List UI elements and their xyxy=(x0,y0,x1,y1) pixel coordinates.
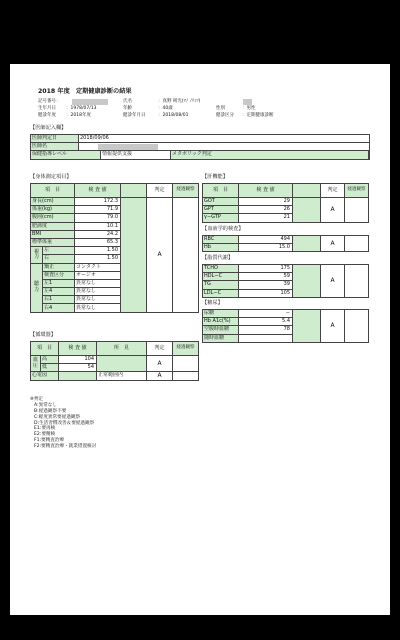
judge-date-label: 医師判定日 xyxy=(31,135,79,143)
legend-title: ※判定 xyxy=(30,397,44,402)
sugar-section-title: 【糖尿】 xyxy=(202,300,223,306)
body-header-judge: 判定 xyxy=(147,184,173,198)
liver-section-title: 【肝機能】 xyxy=(202,174,228,180)
bp-label: 血圧 xyxy=(31,356,41,372)
table-row: 身長(cm) 172.3 A xyxy=(31,198,199,206)
sugar-judge: A xyxy=(321,310,345,343)
table-row: 血圧 高 104 A xyxy=(31,356,199,364)
table-row: RBC 494 A xyxy=(203,236,369,244)
table-row: 肥満度 10.1 xyxy=(31,222,199,230)
age-label: 年齢 xyxy=(123,106,132,111)
blood-section-title: 【血液学的検査】 xyxy=(202,226,244,232)
circ-header-observe: 経過観察 xyxy=(173,342,199,356)
liver-table xyxy=(202,183,369,223)
body-header-value: 検 査 値 xyxy=(75,184,121,198)
exam-date-value: ：2018/08/01 xyxy=(158,113,189,118)
table-row: Hb 15.0 xyxy=(203,244,369,252)
circ-section-title: 【循環器】 xyxy=(30,332,56,338)
table-row: BMI 24.2 xyxy=(31,230,199,238)
legend-item: F2:要精査治療・就業措置検討 xyxy=(34,444,97,449)
judgement-legend xyxy=(30,397,96,450)
judge-date-value: 2018/09/06 xyxy=(79,135,370,143)
lipid-table xyxy=(202,264,369,298)
liver-header-judge: 判定 xyxy=(321,184,345,198)
vision-label: 視力 xyxy=(31,247,43,263)
legend-item: E1:要再検 xyxy=(34,426,56,432)
birth-label: 生年月日 xyxy=(38,106,56,111)
record-number-label: 記号番号： xyxy=(38,99,61,104)
table-row: 尿糖 − A xyxy=(203,310,369,318)
table-row: TCHO 175 A xyxy=(203,265,369,273)
year-value: ：2018年度 xyxy=(66,113,91,118)
sex-value: ：男性 xyxy=(242,106,256,111)
year-label: 健診年度 xyxy=(38,113,56,118)
report-title: 2018 年度 定期健康診断の結果 xyxy=(38,88,132,95)
ecg-label: 心電図 xyxy=(31,372,59,380)
exam-kind-label: 健診区分 xyxy=(216,113,234,118)
table-row: 視力 左 1.50 xyxy=(31,247,199,255)
liver-judge: A xyxy=(321,198,345,223)
health-report-page xyxy=(10,64,390,615)
table-row: 空腹時血糖 78 xyxy=(203,326,369,334)
name-value: ：真野 則光(ﾏﾉ ﾉﾘﾐﾂ) xyxy=(158,99,201,104)
lipid-section-title: 【脂質代謝】 xyxy=(202,255,234,261)
table-row: 右1 異常なし xyxy=(31,296,199,304)
table-row: 左4 異常なし xyxy=(31,288,199,296)
legend-item: D:生活習慣改善＆要経過観察 xyxy=(34,420,95,426)
table-row: 低 54 xyxy=(31,364,199,372)
legend-item: B:経過観察不要 xyxy=(34,408,67,414)
name-redacted xyxy=(243,99,252,105)
guidance-value: 情報提供支援 xyxy=(101,151,171,159)
exam-date-label: 健診年月日 xyxy=(123,113,146,118)
metabo-value xyxy=(369,151,370,159)
bp-judge: A xyxy=(147,356,173,372)
legend-item: F1:要精査治療 xyxy=(34,438,65,444)
metabo-label: メタボリック判定 xyxy=(171,151,369,159)
body-header-item: 項 目 xyxy=(31,184,75,198)
table-row: 体重(kg) 71.9 xyxy=(31,206,199,214)
doctor-table xyxy=(30,134,370,160)
table-row: HDL−C 59 xyxy=(203,273,369,281)
guidance-label: 保健指導レベル xyxy=(31,151,101,159)
lipid-judge: A xyxy=(321,265,345,298)
legend-item: C:軽度異常要経過観察 xyxy=(34,414,81,420)
circ-header-value: 検 査 値 xyxy=(59,342,97,356)
sugar-table xyxy=(202,309,369,343)
circ-table xyxy=(30,341,199,381)
liver-header-observe: 経過観察 xyxy=(345,184,369,198)
table-row: 検査区分 オージオ xyxy=(31,271,199,279)
doctor-section-title: 【医師記入欄】 xyxy=(30,125,67,131)
sex-label: 性別 xyxy=(216,106,225,111)
legend-item: E2:要精検 xyxy=(34,432,56,438)
liver-header-item: 項 目 xyxy=(203,184,239,198)
blood-judge: A xyxy=(321,236,345,252)
table-row: 腹囲(cm) 79.0 xyxy=(31,214,199,222)
body-section-title: 【身体測定項目】 xyxy=(30,174,72,180)
table-row: 右4 異常なし xyxy=(31,304,199,312)
doctor-name-label: 医師名 xyxy=(31,143,79,151)
table-row: GPT 26 xyxy=(203,206,369,214)
body-table xyxy=(30,183,199,313)
table-row: 標準体重 65.3 xyxy=(31,238,199,246)
table-row: TG 39 xyxy=(203,281,369,289)
age-value: ：40歳 xyxy=(158,106,173,111)
ecg-judge: A xyxy=(147,372,173,380)
circ-header-judge: 判定 xyxy=(147,342,173,356)
table-row: γ−GTP 21 xyxy=(203,214,369,222)
ecg-finding: 正常範囲内 xyxy=(97,372,147,380)
table-row xyxy=(31,372,199,380)
table-row: 左1 異常なし xyxy=(31,279,199,287)
table-row: GOT 29 A xyxy=(203,198,369,206)
hearing-label: 聴力 xyxy=(31,263,43,312)
body-judge: A xyxy=(147,198,173,313)
birth-value: ：1978/07/13 xyxy=(66,106,97,111)
circ-header-finding: 所 見 xyxy=(97,342,147,356)
liver-header-value: 検 査 値 xyxy=(239,184,293,198)
legend-item: A:異常なし xyxy=(34,402,57,408)
circ-header-item: 項 目 xyxy=(31,342,59,356)
table-row: Hb A1c(%) 5.4 xyxy=(203,318,369,326)
table-row: 聴力 矯正 コンタクト xyxy=(31,263,199,271)
table-row: LDL−C 105 xyxy=(203,289,369,297)
name-label: 氏名 xyxy=(123,99,132,104)
exam-kind-value: ：定期健康診断 xyxy=(242,113,274,118)
blood-table xyxy=(202,235,369,252)
body-header-observe: 経過観察 xyxy=(173,184,199,198)
table-row: 随時血糖 xyxy=(203,334,369,342)
doctor-name-redacted xyxy=(98,144,158,150)
record-number-redacted xyxy=(72,99,108,105)
table-row: 右 1.50 xyxy=(31,255,199,263)
